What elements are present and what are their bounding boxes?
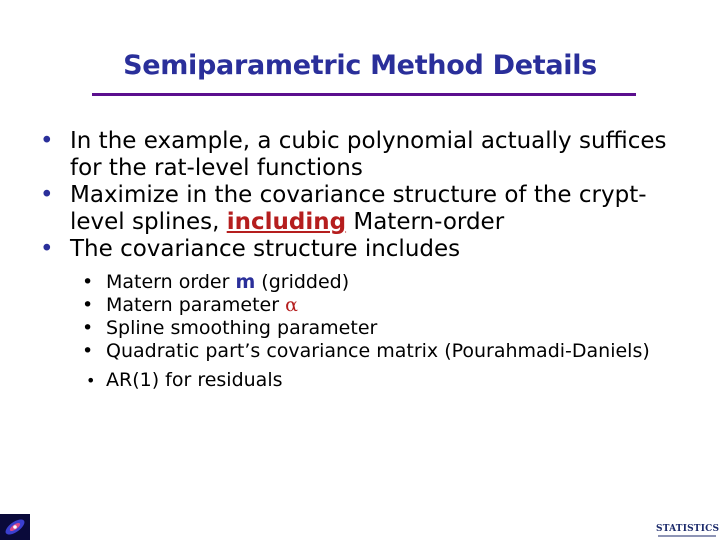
bullet-item bbox=[40, 236, 680, 263]
sub-bullet-text: Quadratic part’s covariance matrix (Pourahmadi-Daniels) bbox=[106, 340, 650, 362]
sub-bullet-marker: • bbox=[82, 294, 94, 316]
statistics-logo bbox=[656, 522, 718, 540]
bullet-text: Maximize in the covariance structure of the crypt-level splines, bbox=[70, 182, 647, 235]
sub-bullet-item bbox=[40, 294, 680, 317]
bullet-marker: • bbox=[40, 236, 54, 262]
sub-bullet-text: (gridded) bbox=[255, 271, 350, 293]
sub-bullet-item bbox=[40, 271, 680, 294]
third-level-item bbox=[40, 369, 680, 392]
bullet-emphasis: including bbox=[226, 209, 347, 235]
alpha-symbol: α bbox=[285, 294, 298, 316]
sub-bullet-marker: • bbox=[82, 317, 94, 339]
bullet-text: In the example, a cubic polynomial actually suffices for the rat-level functions bbox=[70, 128, 667, 181]
slide-title: Semiparametric Method Details bbox=[123, 50, 597, 81]
third-level-text: AR(1) for residuals bbox=[106, 369, 283, 391]
sub-bullet-emphasis: m bbox=[235, 271, 256, 293]
slide-body bbox=[40, 128, 680, 411]
bullet-item bbox=[40, 128, 680, 182]
sub-bullet-item bbox=[40, 340, 680, 363]
title-underline bbox=[92, 93, 636, 96]
sub-bullet-marker: • bbox=[82, 340, 94, 362]
sub-bullet-item bbox=[40, 317, 680, 340]
sub-bullet-text: Spline smoothing parameter bbox=[106, 317, 378, 339]
bullet-text: Matern-order bbox=[346, 209, 505, 235]
sub-bullet-text: Matern parameter bbox=[106, 294, 286, 316]
bullet-marker: • bbox=[40, 128, 54, 154]
sub-bullet-marker: • bbox=[82, 271, 94, 293]
bullet-item bbox=[40, 182, 680, 236]
galaxy-logo-icon bbox=[0, 514, 30, 540]
third-level-marker: • bbox=[86, 371, 96, 390]
statistics-logo-text: STATISTICS bbox=[656, 524, 720, 534]
bullet-marker: • bbox=[40, 182, 54, 208]
sub-bullet-text: Matern order bbox=[106, 271, 236, 293]
bullet-text: The covariance structure includes bbox=[70, 236, 461, 262]
